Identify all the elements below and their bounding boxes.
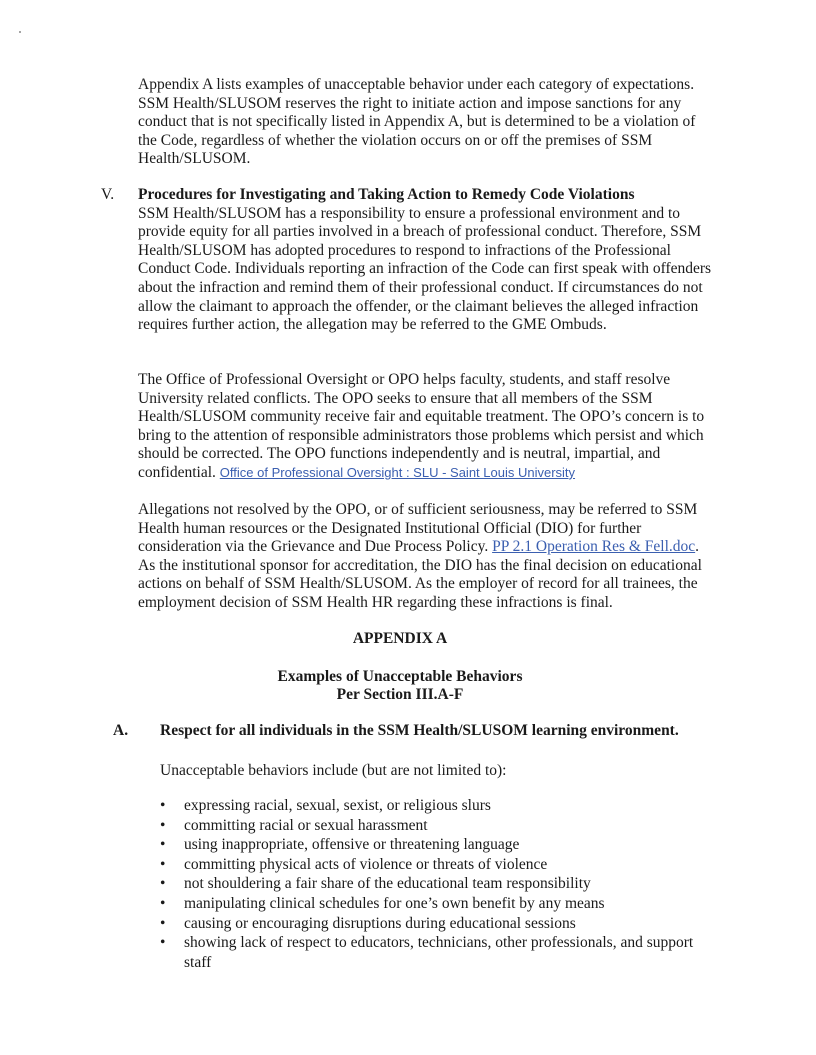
list-item — [160, 933, 720, 972]
opo-paragraph — [138, 371, 718, 483]
list-item-text: committing physical acts of violence or threats of violence — [184, 855, 548, 873]
appendix-subtitle-1: Examples of Unacceptable Behaviors — [277, 668, 523, 685]
opo-link[interactable]: Office of Professional Oversight : SLU - Saint Louis University — [219, 464, 576, 480]
list-item — [160, 835, 720, 855]
opo-text: The Office of Professional Oversight or OPO helps faculty, students, and staff resolve University related conflicts. The OPO seeks to ensure that all members of the SSM Health/SLUSOM community receive fair and equitable treatment. The OPO’s concern is to bring to the attention of responsible administrators those problems which persist and which should be corrected. The OPO functions independently and is neutral, impartial, and confidential. — [138, 371, 705, 481]
list-item — [160, 894, 720, 914]
appendix-intro-paragraph: Appendix A lists examples of unacceptable behavior under each category of expectations. SSM Health/SLUSOM reserves the right to initiate action and impose sanctions for any conduct that is not specifically listed in Appendix A, but is determined to be a violation of the Code, regardless of whether the violation occurs on or off the premises of SSM Health/SLUSOM. — [138, 76, 696, 168]
list-item-text: committing racial or sexual harassment — [184, 816, 428, 834]
section-a-title: Respect for all individuals in the SSM Health/SLUSOM learning environment. — [160, 722, 679, 739]
bullet-icon: • — [160, 797, 166, 814]
list-item-text: expressing racial, sexual, sexist, or religious slurs — [184, 797, 491, 814]
list-item-text: manipulating clinical schedules for one’s own benefit by any means — [184, 894, 605, 912]
list-item — [160, 816, 720, 836]
list-item — [160, 796, 720, 816]
list-item-text: causing or encouraging disruptions during educational sessions — [184, 914, 576, 932]
bullet-icon: • — [160, 894, 166, 912]
bullet-icon: • — [160, 836, 166, 854]
bullet-icon: • — [160, 914, 166, 932]
list-item-text: not shouldering a fair share of the educational team responsibility — [184, 875, 591, 893]
list-item — [160, 914, 720, 934]
section-v-paragraph — [138, 186, 718, 335]
section-v-number: V. — [101, 186, 115, 203]
list-item-text: showing lack of respect to educators, technicians, other professionals, and support staff — [184, 934, 694, 971]
appendix-title: APPENDIX A — [352, 630, 448, 647]
allegations-paragraph — [138, 501, 718, 613]
policy-doc-link[interactable]: PP 2.1 Operation Res & Fell.doc — [492, 538, 696, 556]
bullet-icon: • — [160, 855, 166, 873]
section-v-title: Procedures for Investigating and Taking Action to Remedy Code Violations — [138, 186, 635, 203]
section-a-intro: Unacceptable behaviors include (but are not limited to): — [160, 762, 507, 779]
allegations-text-1: Allegations not resolved by the OPO, or of sufficient seriousness, may be referred to SSM Health human resources or the Designated Institutional Official (DIO) for further consideration via the Grievance and Due Process Policy. — [138, 501, 698, 556]
allegations-text-2: . As the institutional sponsor for accreditation, the DIO has the final decision on educational actions on behalf of SSM Health/SLUSOM. As the employer of record for all trainees, the employment decision of SSM Health HR regarding these infractions is final. — [138, 538, 702, 611]
appendix-subtitle-2: Per Section III.A-F — [336, 686, 464, 703]
section-a-number: A. — [113, 722, 129, 739]
list-item — [160, 874, 720, 894]
list-item — [160, 855, 720, 875]
bullet-icon: • — [160, 875, 166, 893]
list-item-text: using inappropriate, offensive or threatening language — [184, 836, 520, 854]
section-v-body: SSM Health/SLUSOM has a responsibility to ensure a professional environment and to provide equity for all parties involved in a breach of professional conduct. Therefore, SSM Health/SLUSOM has adopted procedures to respond to infractions of the Professional Conduct Code. Individuals reporting an infraction of the Code can first speak with offenders about the infraction and remind them of their professional conduct. If circumstances do not allow the claimant to approach the offender, or the claimant believes the alleged infraction requires further action, the allegation may be referred to the GME Ombuds. — [138, 204, 712, 334]
unacceptable-behaviors-list — [160, 796, 720, 972]
bullet-icon: • — [160, 816, 166, 834]
scan-speck — [19, 31, 21, 33]
bullet-icon: • — [160, 934, 166, 952]
